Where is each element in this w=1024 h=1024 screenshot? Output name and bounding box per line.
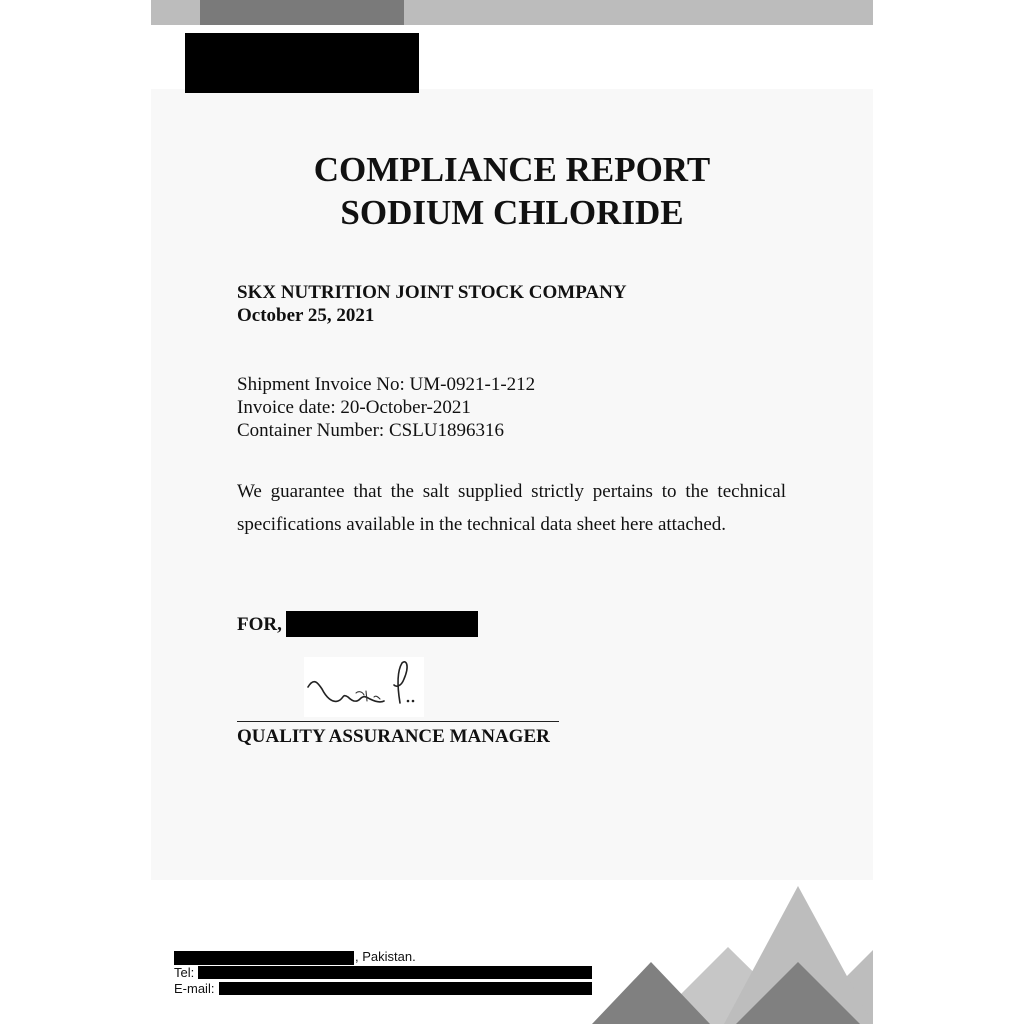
redacted-address <box>174 951 354 965</box>
signature-line <box>237 721 559 722</box>
guarantee-statement: We guarantee that the salt supplied strictly pertains to the technical specifications available in the technical data sheet here attached. <box>237 481 786 535</box>
signature-image <box>304 657 424 717</box>
document-page <box>151 0 873 1024</box>
shipment-invoice-number: Shipment Invoice No: UM-0921-1-212 <box>237 374 536 395</box>
for-label: FOR, <box>237 614 282 635</box>
footer-tel-label: Tel: <box>174 965 195 980</box>
redacted-company-name <box>286 611 478 637</box>
report-title-line1: COMPLIANCE REPORT <box>313 150 711 189</box>
container-number: Container Number: CSLU1896316 <box>237 420 505 441</box>
report-title <box>151 148 873 234</box>
shipment-details <box>237 373 535 442</box>
signatory-role: QUALITY ASSURANCE MANAGER <box>237 726 550 747</box>
header-bar-accent <box>200 0 404 25</box>
report-title-line2: SODIUM CHLORIDE <box>340 193 684 232</box>
report-date: October 25, 2021 <box>237 305 375 326</box>
footer-address-country: , Pakistan. <box>355 949 416 964</box>
redacted-email <box>219 982 592 995</box>
signature <box>304 657 424 717</box>
redacted-telephone <box>198 966 592 979</box>
invoice-date: Invoice date: 20-October-2021 <box>237 397 471 418</box>
redacted-logo <box>185 33 419 93</box>
footer-email-label: E-mail: <box>174 981 215 996</box>
recipient-company: SKX NUTRITION JOINT STOCK COMPANY <box>237 282 627 303</box>
